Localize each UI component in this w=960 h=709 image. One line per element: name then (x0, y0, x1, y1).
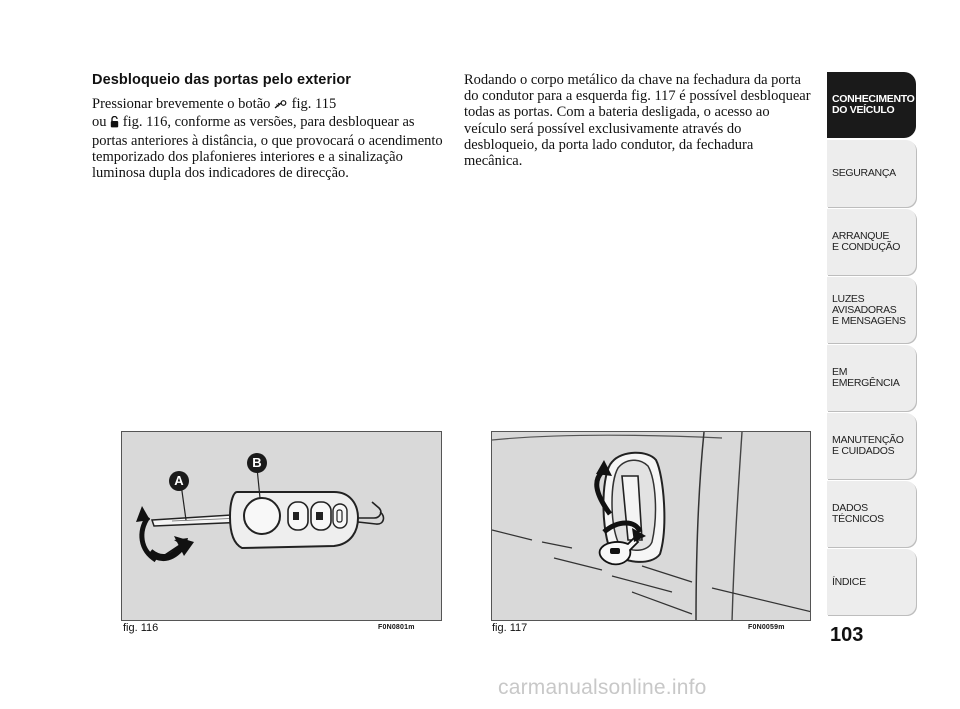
figure-117-label: fig. 117 (492, 622, 528, 634)
right-column (464, 72, 814, 169)
padlock-open-icon (110, 116, 119, 132)
page-number: 103 (830, 624, 864, 646)
text-or: ou (92, 114, 107, 131)
tab-label: ÍNDICE (832, 575, 866, 588)
right-body-text: Rodando o corpo metálico da chave na fechadura da porta do condutor para a esquerda fig. 117 é possível desbloquear todas as portas. Com a bateria desligada, o acesso ao veículo será possível exclusivamente através do desbloqueio, da porta lado condutor, da fechadura mecânica. (464, 72, 811, 170)
left-body-text (92, 96, 444, 181)
figure-117-door-lock (491, 431, 811, 621)
section-heading: Desbloqueio das portas pelo exterior (92, 72, 352, 88)
watermark: carmanualsonline.info (498, 676, 707, 699)
tab-label: CONHECIMENTO DO VEÍCULO (832, 93, 915, 116)
figure-117-code: F0N0059m (748, 624, 785, 631)
tab-label: ARRANQUE E CONDUÇÃO (832, 230, 901, 253)
tab-label: LUZES AVISADORAS E MENSAGENS (832, 292, 906, 327)
door-lock-illustration (492, 432, 811, 621)
tab-seguranca[interactable] (827, 140, 916, 207)
tab-label: DADOS TÉCNICOS (832, 502, 884, 525)
callout-b (247, 453, 267, 473)
fig-ref-115: fig. 115 (291, 96, 337, 113)
tab-indice[interactable] (827, 549, 916, 615)
text-body-continued: fig. 116, conforme as versões, para desbloquear as portas anteriores à distância, o que provocará o acendimento temporizado dos plafonieres interiores e a sinalização luminosa dupla dos indicadores de direcção. (92, 114, 443, 182)
figure-116-label: fig. 116 (123, 622, 159, 634)
callout-a-label: A (174, 473, 184, 488)
tab-label: SEGURANÇA (832, 167, 896, 179)
tab-manutencao-e-cuidados[interactable] (827, 413, 916, 479)
figure-116-key-fob (121, 431, 442, 621)
left-column (92, 72, 444, 181)
figure-116-code: F0N0801m (378, 624, 415, 631)
tab-luzes-avisadoras[interactable] (827, 277, 916, 343)
callout-b-label: B (252, 455, 262, 470)
tab-arranque-e-conducao[interactable] (827, 209, 916, 275)
tab-label: EM EMERGÊNCIA (832, 366, 900, 389)
tab-label: MANUTENÇÃO E CUIDADOS (832, 434, 904, 457)
callout-a (169, 471, 189, 491)
text-line1: Pressionar brevemente o botão (92, 96, 271, 113)
tab-em-emergencia[interactable] (827, 345, 916, 411)
tab-conhecimento-do-veiculo[interactable] (827, 72, 916, 138)
tab-dados-tecnicos[interactable] (827, 481, 916, 547)
unlock-key-icon (274, 98, 288, 114)
key-fob-illustration (122, 432, 442, 621)
